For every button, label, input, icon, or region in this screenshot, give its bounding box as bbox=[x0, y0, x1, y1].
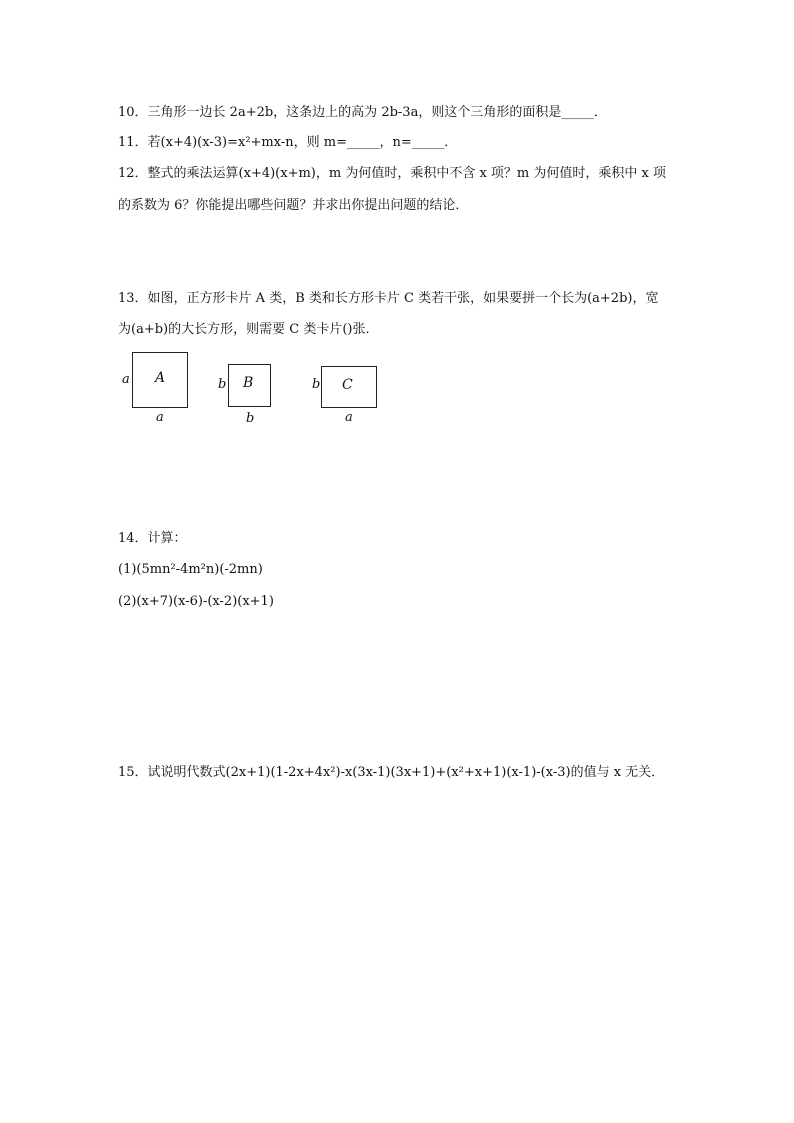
card-c-side-label: b bbox=[312, 377, 321, 392]
card-c-bottom-label: a bbox=[345, 410, 353, 425]
card-b-side-label: b bbox=[218, 377, 227, 392]
card-b-inner-label: B bbox=[243, 375, 254, 391]
card-a-inner-label: A bbox=[155, 370, 166, 386]
problem-11: 11．若(x+4)(x-3)=x²+mx-n，则 m=_____，n=_____． bbox=[118, 135, 458, 150]
card-c-inner-label: C bbox=[342, 377, 353, 393]
problem-14-title: 14．计算： bbox=[118, 531, 187, 546]
problem-10: 10．三角形一边长 2a+2b，这条边上的高为 2b-3a，则这个三角形的面积是_____． bbox=[118, 105, 607, 120]
problem-13-line-2: 为(a+b)的大长方形，则需要 C 类卡片()张． bbox=[118, 322, 379, 337]
card-a-side-label: a bbox=[122, 372, 130, 387]
problem-12-line-1: 12．整式的乘法运算(x+4)(x+m)，m 为何值时，乘积中不含 x 项？m 为何值时，乘积中 x 项 bbox=[118, 166, 666, 181]
problem-12-line-2: 的系数为 6？你能提出哪些问题？并求出你提出问题的结论． bbox=[118, 198, 469, 213]
problem-15: 15．试说明代数式(2x+1)(1-2x+4x²)-x(3x-1)(3x+1)+(x²+x+1)(x-1)-(x-3)的值与 x 无关． bbox=[118, 765, 665, 780]
problem-14-part-2: (2)(x+7)(x-6)-(x-2)(x+1) bbox=[118, 594, 274, 609]
problem-13-line-1: 13．如图，正方形卡片 A 类，B 类和长方形卡片 C 类若干张，如果要拼一个长为(a+2b)，宽 bbox=[118, 291, 659, 306]
card-a-bottom-label: a bbox=[156, 410, 164, 425]
card-b-bottom-label: b bbox=[246, 411, 255, 426]
problem-14-part-1: (1)(5mn²-4m²n)(-2mn) bbox=[118, 562, 263, 577]
